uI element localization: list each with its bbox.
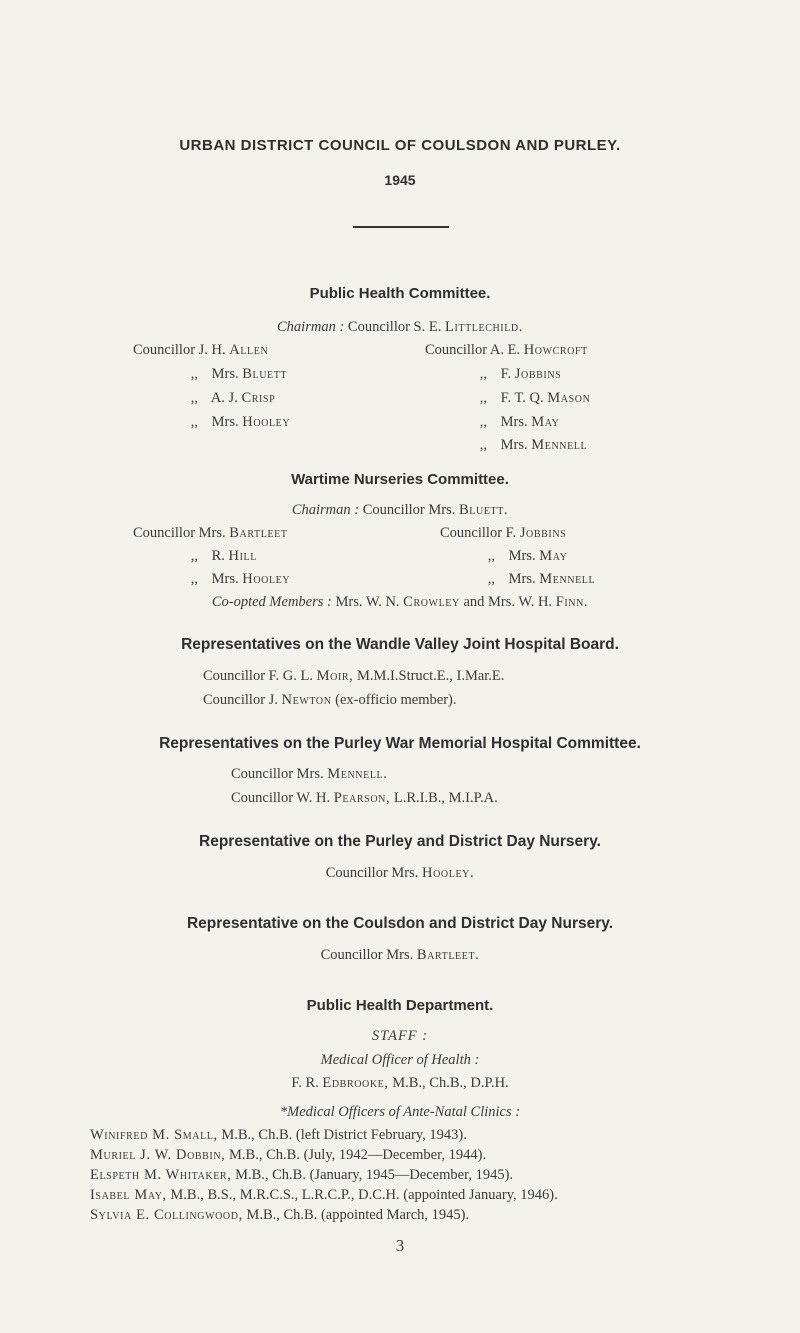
public-health-committee-heading: Public Health Committee. [309, 285, 491, 302]
phc-right-member-5: ,, Mrs. Mennell [479, 437, 588, 453]
staff-label: STAFF : [371, 1028, 429, 1044]
phc-left-member-4: ,, Mrs. Hooley [190, 414, 291, 430]
wartime-nurseries-heading: Wartime Nurseries Committee. [291, 471, 509, 488]
phc-chairman-name: Littlechild. [444, 319, 523, 335]
page-number: 3 [395, 1236, 405, 1255]
clinic-officer-3: Elspeth M. Whitaker, M.B., Ch.B. (January, 1945—December, 1945). [90, 1167, 514, 1183]
purley-war-memorial-line-1: Councillor Mrs. Mennell. [231, 766, 388, 782]
wnc-left-member-2: ,, R. Hill [190, 548, 257, 564]
wnc-coopted-line: Co-opted Members : Mrs. W. N. Crowley and Mrs. W. H. Finn. [211, 594, 589, 610]
wandle-valley-heading: Representatives on the Wandle Valley Joint Hospital Board. [181, 636, 619, 653]
public-health-department-heading: Public Health Department. [306, 997, 494, 1014]
purley-day-nursery-line: Councillor Mrs. Hooley. [325, 865, 475, 881]
wnc-right-member-3: ,, Mrs. Mennell [487, 571, 596, 587]
wandle-valley-line-2: Councillor J. Newton (ex-officio member). [203, 692, 457, 708]
wnc-right-member-1: Councillor F. Jobbins [440, 525, 567, 541]
purley-day-nursery-heading: Representative on the Purley and District Day Nursery. [199, 833, 601, 850]
clinic-officer-1: Winifred M. Small, M.B., Ch.B. (left District February, 1943). [90, 1127, 467, 1143]
phc-left-member-2: ,, Mrs. Bluett [190, 366, 288, 382]
clinics-label: *Medical Officers of Ante-Natal Clinics : [279, 1104, 521, 1120]
phc-chairman-label: Chairman : [277, 319, 345, 335]
phc-right-member-2: ,, F. Jobbins [479, 366, 562, 382]
wnc-chairman-line: Chairman : Councillor Mrs. Bluett. [291, 502, 509, 518]
clinic-officer-4: Isabel May, M.B., B.S., M.R.C.S., L.R.C.P., D.C.H. (appointed January, 1946). [90, 1187, 558, 1203]
clinic-officer-5: Sylvia E. Collingwood, M.B., Ch.B. (appointed March, 1945). [90, 1207, 470, 1223]
moh-label: Medical Officer of Health : [320, 1052, 480, 1068]
document-title: URBAN DISTRICT COUNCIL OF COULSDON AND PURLEY. [179, 137, 621, 154]
coulsdon-day-nursery-heading: Representative on the Coulsdon and District Day Nursery. [186, 915, 614, 932]
wnc-right-member-2: ,, Mrs. May [487, 548, 568, 564]
moh-line: F. R. Edbrooke, M.B., Ch.B., D.P.H. [291, 1075, 509, 1091]
purley-war-memorial-heading: Representatives on the Purley War Memorial Hospital Committee. [159, 735, 641, 752]
wnc-left-member-3: ,, Mrs. Hooley [190, 571, 291, 587]
phc-right-member-4: ,, Mrs. May [479, 414, 560, 430]
phc-right-title: Councillor [425, 342, 488, 358]
coulsdon-day-nursery-line: Councillor Mrs. Bartleet. [320, 947, 480, 963]
phc-right-member-1: Councillor A. E. Howcroft [425, 342, 588, 358]
phc-left-member-3: ,, A. J. Crisp [190, 390, 276, 406]
document-year: 1945 [384, 172, 416, 188]
clinic-officer-2: Muriel J. W. Dobbin, M.B., Ch.B. (July, 1942—December, 1944). [90, 1147, 487, 1163]
wnc-left-member-1: Councillor Mrs. Bartleet [133, 525, 288, 541]
purley-war-memorial-line-2: Councillor W. H. Pearson, L.R.I.B., M.I.P.A. [231, 790, 498, 806]
phc-chairman-title: Councillor S. E. [347, 319, 442, 335]
title-divider [353, 226, 449, 228]
wandle-valley-line-1: Councillor F. G. L. Moir, M.M.I.Struct.E., I.Mar.E. [203, 668, 505, 684]
phc-left-member-1: Councillor J. H. Allen [133, 342, 269, 358]
phc-left-title: Councillor [133, 342, 196, 358]
phc-right-member-3: ,, F. T. Q. Mason [479, 390, 591, 406]
phc-chairman-line [0, 319, 800, 336]
